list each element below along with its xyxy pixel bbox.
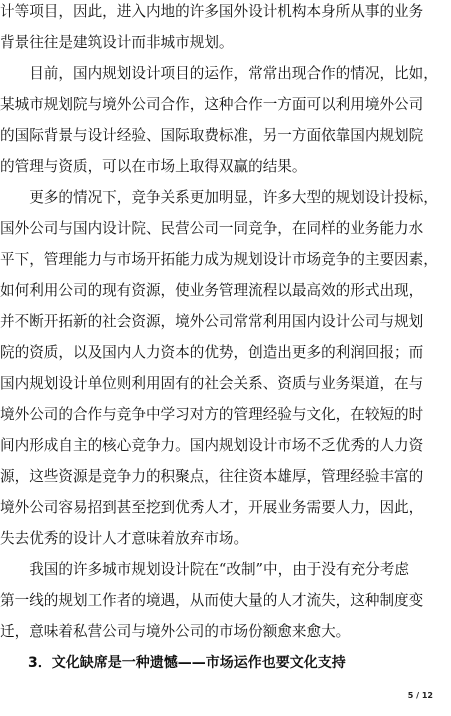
text-line: 院的资质，以及国内人力资本的优势，创造出更多的利润回报；而 — [0, 344, 424, 361]
text-line: 某城市规划院与境外公司合作，这种合作一方面可以利用境外公司 — [0, 96, 424, 113]
text-line: 国内规划设计单位则利用固有的社会关系、资质与业务渠道，在与 — [0, 375, 424, 392]
text-line: 间内形成自主的核心竞争力。国内规划设计市场不乏优秀的人力资 — [0, 437, 424, 454]
text-line: 如何利用公司的现有资源，使业务管理流程以最高效的形式出现， — [0, 282, 424, 299]
text-line: 平下，管理能力与市场开拓能力成为规划设计市场竞争的主要因素， — [0, 251, 438, 268]
text-line: 迁，意味着私营公司与境外公司的市场份额愈来愈大。 — [0, 623, 351, 640]
text-line: 源，这些资源是竞争力的积聚点，往往资本雄厚，管理经验丰富的 — [0, 468, 424, 485]
section-heading: 3．文化缺席是一种遗憾——市场运作也要文化支持 — [0, 655, 346, 671]
text-line: 境外公司的合作与竞争中学习对方的管理经验与文化，在较短的时 — [0, 406, 424, 423]
text-line: 计等项目，因此，进入内地的许多国外设计机构本身所从事的业务 — [0, 3, 424, 20]
page-number: 5 / 12 — [407, 691, 433, 700]
text-line: 失去优秀的设计人才意味着放弃市场。 — [0, 530, 249, 547]
text-line: 并不断开拓新的社会资源，境外公司常常利用国内设计公司与规划 — [0, 313, 424, 330]
text-line: 国外公司与国内设计院、民营公司一同竞争，在同样的业务能力水 — [0, 220, 424, 237]
text-line: 的管理与资质，可以在市场上取得双赢的结果。 — [0, 158, 307, 175]
text-line: 背景往往是建筑设计而非城市规划。 — [0, 34, 234, 51]
text-line: 境外公司容易招到甚至挖到优秀人才，开展业务需要人力，因此， — [0, 499, 424, 516]
text-line: 的国际背景与设计经验、国际取费标准，另一方面依靠国内规划院 — [0, 127, 424, 144]
text-line: 目前，国内规划设计项目的运作，常常出现合作的情况，比如， — [0, 65, 438, 82]
text-line: 第一线的规划工作者的境遇，从而使大量的人才流失，这种制度变 — [0, 592, 424, 609]
text-line: 我国的许多城市规划设计院在“改制”中，由于没有充分考虑 — [0, 561, 409, 578]
text-line: 更多的情况下，竞争关系更加明显，许多大型的规划设计投标， — [0, 189, 438, 206]
